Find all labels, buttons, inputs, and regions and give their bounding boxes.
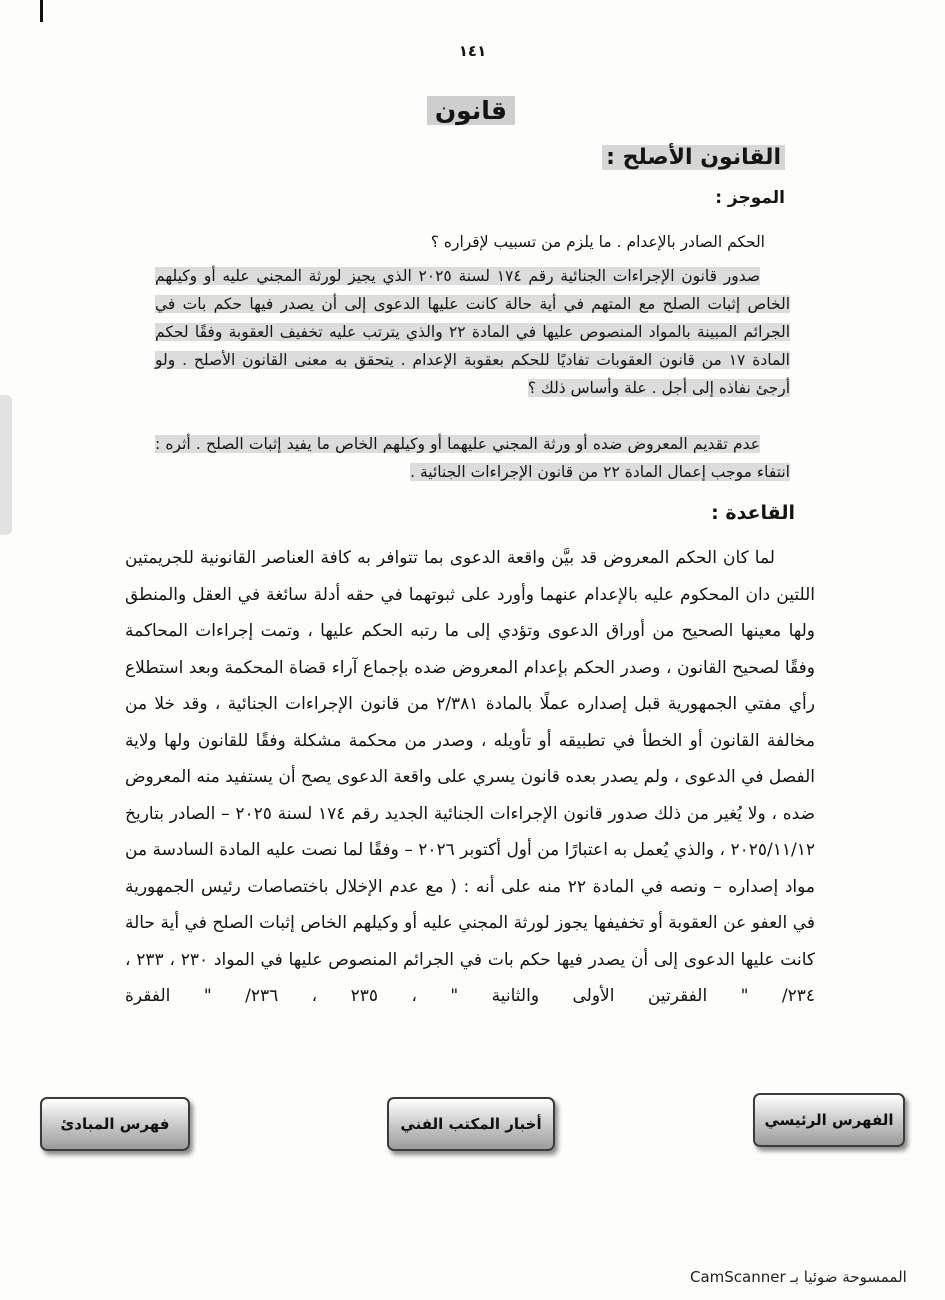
scanner-watermark: الممسوحة ضوئيا بـ CamScanner (690, 1268, 907, 1286)
section-title (602, 145, 785, 170)
page-title-text: قانون (427, 96, 515, 125)
main-index-button[interactable]: الفهرس الرئيسي (753, 1093, 905, 1147)
page-number: ١٤١ (458, 42, 487, 60)
rule-label: القاعدة : (711, 502, 795, 524)
section-title-text: القانون الأصلح : (602, 145, 785, 170)
principles-index-button[interactable]: فهرس المبادئ (40, 1097, 190, 1151)
summary-item-text: عدم تقديم المعروض ضده أو ورثة المجني عليهما أو وكيلهم الخاص ما يفيد إثبات الصلح . أثره : انتفاء موجب إعمال المادة ٢٢ من قانون الإجراءات الجنائية . (155, 435, 790, 481)
side-scroll-tab[interactable] (0, 395, 12, 535)
page-title (427, 96, 515, 125)
rule-text: لما كان الحكم المعروض قد بيَّن واقعة الدعوى بما تتوافر به كافة العناصر القانونية للجريمتين اللتين دان المحكوم عليه بالإعدام عنهما وأورد على ثبوتهما في حقه أدلة سائغة في العقل والمنطق ولها معينها الصحيح من أوراق الدعوى وتؤدي إلى ما رتبه الحكم عليها ، وتمت إجراءات المحاكمة وفقًا لصحيح القانون ، وصدر الحكم بإعدام المعروض ضده بإجماع آراء قضاة المحكمة وبعد استطلاع رأي مفتي الجمهورية قبل إصداره عملًا بالمادة ٢/٣٨١ من قانون الإجراءات الجنائية ، وقد خلا من مخالفة القانون أو الخطأ في تطبيقه أو تأويله ، وصدر من محكمة مشكلة وفقًا للقانون ولها ولاية الفصل في الدعوى ، ولم يصدر بعده قانون يسري على واقعة الدعوى يصح أن يستفيد منه المعروض ضده ، ولا يُغير من ذلك صدور قانون الإجراءات الجنائية الجديد رقم ١٧٤ لسنة ٢٠٢٥ – الصادر بتاريخ ٢٠٢٥/١١/١٢ ، والذي يُعمل به اعتبارًا من أول أكتوبر ٢٠٢٦ – وفقًا لما نصت عليه المادة السادسة من مواد إصداره – ونصه في المادة ٢٢ منه على أنه : ( مع عدم الإخلال باختصاصات رئيس الجمهورية في العفو عن العقوبة أو تخفيفها يجوز لورثة المجني عليه أو وكيلهم الخاص إثبات الصلح في أية حالة كانت عليها الدعوى إلى أن يصدر فيها حكم بات في الجرائم المنصوص عليها في المواد ٢٣٠ ، ٢٣٣ ، ٢٣٤/ " الفقرتين الأولى والثانية " ، ٢٣٥ ، ٢٣٦/ " الفقرة (125, 548, 816, 1006)
summary-item: الحكم الصادر بالإعدام . ما يلزم من تسبيب لإقراره ؟ (430, 233, 765, 251)
summary-item-highlighted (155, 262, 790, 402)
summary-item-text: صدور قانون الإجراءات الجنائية رقم ١٧٤ لسنة ٢٠٢٥ الذي يجيز لورثة المجني عليه أو وكيلهم الخاص إثبات الصلح مع المتهم في أية حالة كانت عليها الدعوى إلى أن يصدر فيها حكم بات في الجرائم المبينة بالمواد المنصوص عليها في المادة ٢٢ والذي يترتب عليه تخفيف العقوبة وفقًا لحكم المادة ١٧ من قانون العقوبات تفاديًا للحكم بعقوبة الإعدام . يتحقق به معنى القانون الأصلح . ولو أرجئ نفاذه إلى أجل . علة وأساس ذلك ؟ (155, 267, 791, 397)
summary-label: الموجز : (715, 188, 785, 208)
office-news-button[interactable]: أخبار المكتب الفني (387, 1097, 555, 1151)
page-edge-mark (40, 0, 43, 22)
summary-item-highlighted (155, 430, 790, 486)
